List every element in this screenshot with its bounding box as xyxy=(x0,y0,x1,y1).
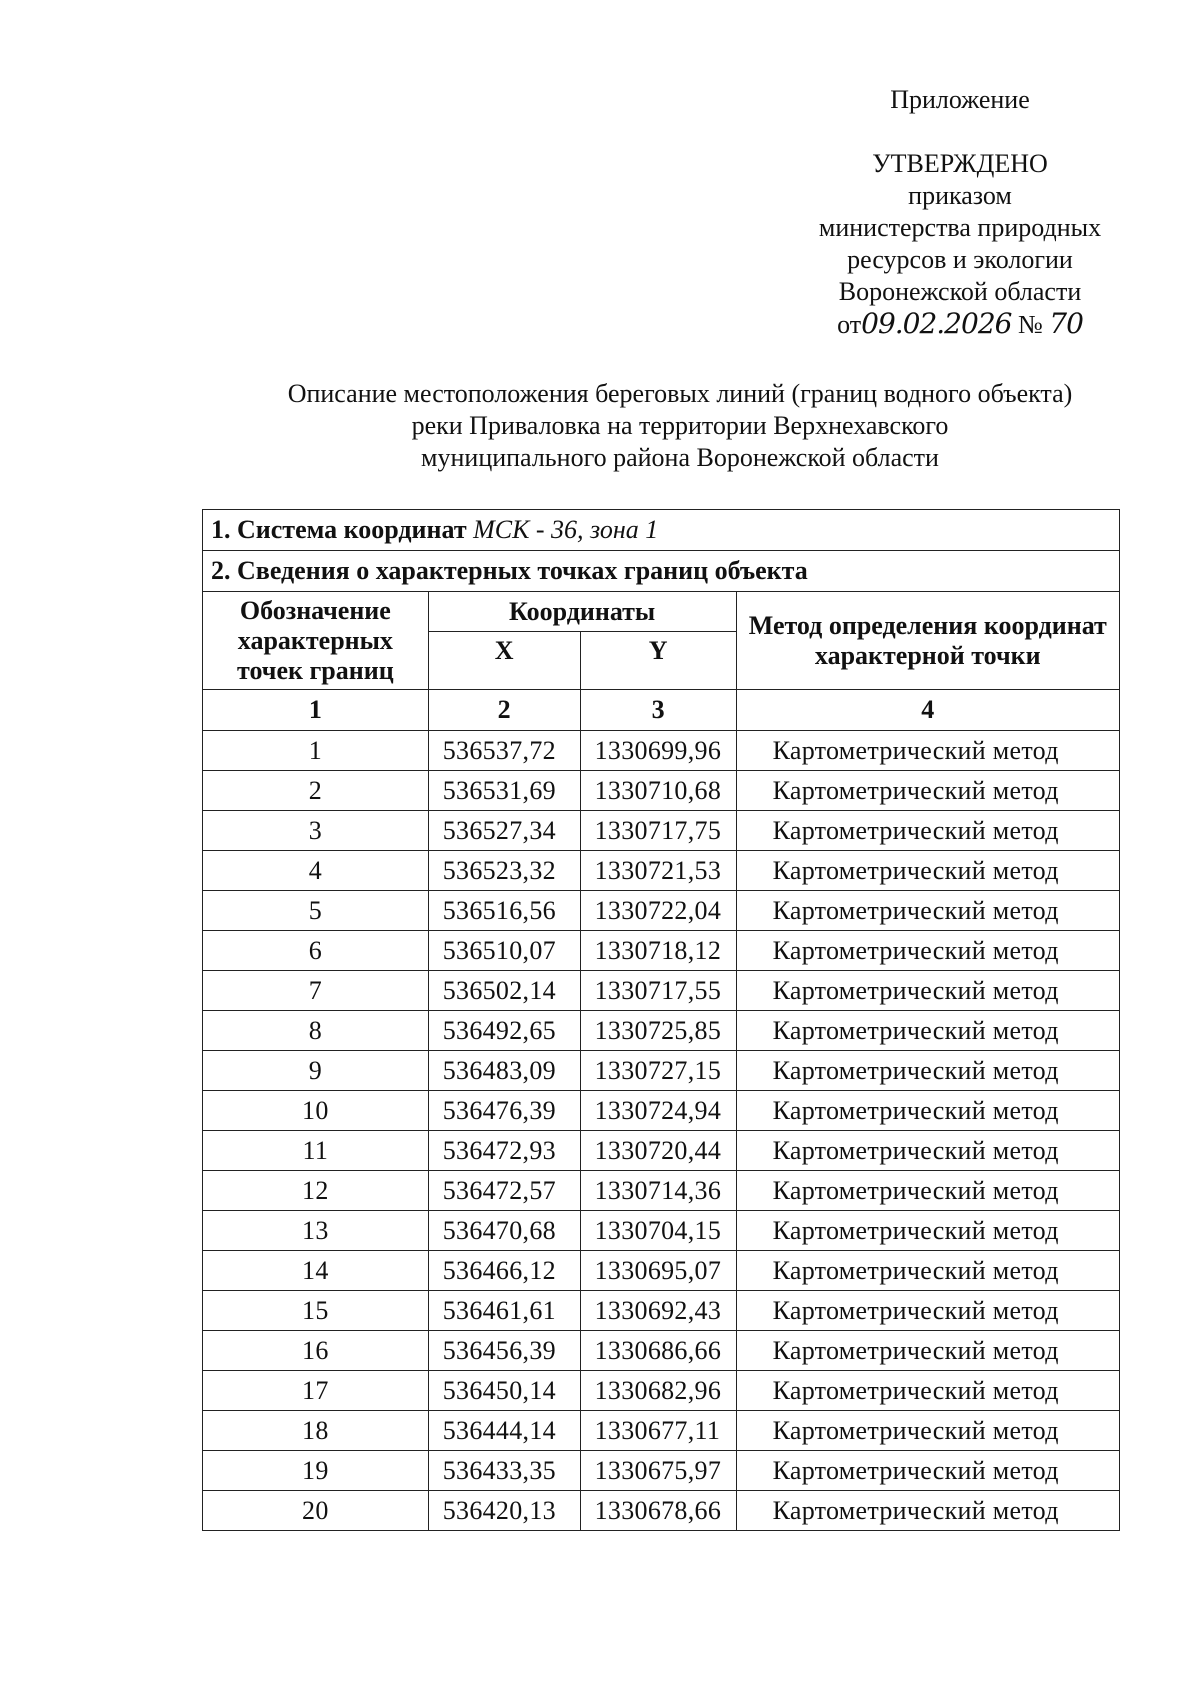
header-row-1 xyxy=(203,592,1120,632)
x-coordinate-cell: 536433,35 xyxy=(428,1451,580,1491)
header-x: X xyxy=(428,632,580,690)
y-coordinate-cell: 1330717,55 xyxy=(580,971,736,1011)
table-row xyxy=(203,1011,1120,1051)
point-cell: 15 xyxy=(203,1291,429,1331)
table-row xyxy=(203,971,1120,1011)
method-cell: Картометрический метод xyxy=(736,1331,1119,1371)
method-cell: Картометрический метод xyxy=(736,731,1119,771)
header-points: Обозначение характерных точек границ xyxy=(203,592,429,690)
y-coordinate-cell: 1330678,66 xyxy=(580,1491,736,1531)
column-number-row xyxy=(203,690,1120,731)
point-cell: 2 xyxy=(203,771,429,811)
table-row xyxy=(203,1491,1120,1531)
table-row xyxy=(203,1051,1120,1091)
method-cell: Картометрический метод xyxy=(736,771,1119,811)
x-coordinate-cell: 536461,61 xyxy=(428,1291,580,1331)
y-coordinate-cell: 1330721,53 xyxy=(580,851,736,891)
table-row xyxy=(203,931,1120,971)
x-coordinate-cell: 536523,32 xyxy=(428,851,580,891)
x-coordinate-cell: 536470,68 xyxy=(428,1211,580,1251)
approval-line-region: Воронежской области xyxy=(838,277,1082,306)
table-row xyxy=(203,731,1120,771)
point-cell: 11 xyxy=(203,1131,429,1171)
y-coordinate-cell: 1330725,85 xyxy=(580,1011,736,1051)
method-cell: Картометрический метод xyxy=(736,1211,1119,1251)
point-cell: 12 xyxy=(203,1171,429,1211)
section-points-info xyxy=(203,551,1120,592)
method-cell: Картометрический метод xyxy=(736,811,1119,851)
y-coordinate-cell: 1330722,04 xyxy=(580,891,736,931)
table-row xyxy=(203,1251,1120,1291)
table-row xyxy=(203,1411,1120,1451)
x-coordinate-cell: 536483,09 xyxy=(428,1051,580,1091)
y-coordinate-cell: 1330710,68 xyxy=(580,771,736,811)
method-cell: Картометрический метод xyxy=(736,1291,1119,1331)
y-coordinate-cell: 1330720,44 xyxy=(580,1131,736,1171)
y-coordinate-cell: 1330695,07 xyxy=(580,1251,736,1291)
point-cell: 1 xyxy=(203,731,429,771)
approval-line-ministry: министерства природных xyxy=(818,213,1102,242)
point-cell: 7 xyxy=(203,971,429,1011)
y-coordinate-cell: 1330717,75 xyxy=(580,811,736,851)
order-date: 09.02.2026 xyxy=(861,307,1012,340)
x-coordinate-cell: 536537,72 xyxy=(428,731,580,771)
document-title xyxy=(200,378,1160,474)
section-coordinate-system xyxy=(203,510,1120,551)
x-coordinate-cell: 536420,13 xyxy=(428,1491,580,1531)
point-cell: 10 xyxy=(203,1091,429,1131)
table-row xyxy=(203,1171,1120,1211)
column-number: 2 xyxy=(428,690,580,731)
table-row xyxy=(203,891,1120,931)
y-coordinate-cell: 1330675,97 xyxy=(580,1451,736,1491)
table-row xyxy=(203,1451,1120,1491)
coordinate-system-cell xyxy=(203,510,1120,551)
y-coordinate-cell: 1330699,96 xyxy=(580,731,736,771)
approval-block xyxy=(760,84,1160,341)
point-cell: 3 xyxy=(203,811,429,851)
point-cell: 19 xyxy=(203,1451,429,1491)
point-cell: 4 xyxy=(203,851,429,891)
table-row xyxy=(203,1371,1120,1411)
y-coordinate-cell: 1330724,94 xyxy=(580,1091,736,1131)
table-row xyxy=(203,851,1120,891)
point-cell: 18 xyxy=(203,1411,429,1451)
method-cell: Картометрический метод xyxy=(736,931,1119,971)
x-coordinate-cell: 536444,14 xyxy=(428,1411,580,1451)
point-cell: 5 xyxy=(203,891,429,931)
table-row xyxy=(203,1291,1120,1331)
y-coordinate-cell: 1330704,15 xyxy=(580,1211,736,1251)
coordinates-table xyxy=(202,509,1120,1531)
method-cell: Картометрический метод xyxy=(736,1451,1119,1491)
point-cell: 16 xyxy=(203,1331,429,1371)
title-line-1: Описание местоположения береговых линий (границ водного объекта) xyxy=(287,379,1073,408)
order-date-number xyxy=(760,308,1160,341)
y-coordinate-cell: 1330677,11 xyxy=(580,1411,736,1451)
point-cell: 20 xyxy=(203,1491,429,1531)
table-row xyxy=(203,1211,1120,1251)
point-cell: 9 xyxy=(203,1051,429,1091)
approval-line-resources: ресурсов и экологии xyxy=(847,245,1073,274)
point-cell: 13 xyxy=(203,1211,429,1251)
x-coordinate-cell: 536476,39 xyxy=(428,1091,580,1131)
number-prefix: № xyxy=(1017,310,1043,339)
method-cell: Картометрический метод xyxy=(736,1411,1119,1451)
x-coordinate-cell: 536527,34 xyxy=(428,811,580,851)
method-cell: Картометрический метод xyxy=(736,891,1119,931)
x-coordinate-cell: 536510,07 xyxy=(428,931,580,971)
appendix-label: Приложение xyxy=(890,85,1030,114)
y-coordinate-cell: 1330718,12 xyxy=(580,931,736,971)
x-coordinate-cell: 536492,65 xyxy=(428,1011,580,1051)
table-row xyxy=(203,1331,1120,1371)
table-row xyxy=(203,1131,1120,1171)
method-cell: Картометрический метод xyxy=(736,971,1119,1011)
x-coordinate-cell: 536456,39 xyxy=(428,1331,580,1371)
coordinate-system-label: 1. Система координат xyxy=(211,515,467,544)
approved-stamp: УТВЕРЖДЕНО xyxy=(872,149,1048,178)
x-coordinate-cell: 536466,12 xyxy=(428,1251,580,1291)
x-coordinate-cell: 536472,93 xyxy=(428,1131,580,1171)
points-info-cell: 2. Сведения о характерных точках границ объекта xyxy=(203,551,1120,592)
column-number: 4 xyxy=(736,690,1119,731)
method-cell: Картометрический метод xyxy=(736,1171,1119,1211)
method-cell: Картометрический метод xyxy=(736,1371,1119,1411)
from-prefix: от xyxy=(837,310,862,339)
coordinate-system-value: МСК - 36, зона 1 xyxy=(473,515,659,544)
method-cell: Картометрический метод xyxy=(736,851,1119,891)
order-number: 70 xyxy=(1049,307,1083,340)
method-cell: Картометрический метод xyxy=(736,1011,1119,1051)
method-cell: Картометрический метод xyxy=(736,1051,1119,1091)
y-coordinate-cell: 1330682,96 xyxy=(580,1371,736,1411)
y-coordinate-cell: 1330692,43 xyxy=(580,1291,736,1331)
table-row xyxy=(203,771,1120,811)
header-coordinates: Координаты xyxy=(428,592,736,632)
approval-line-order: приказом xyxy=(908,181,1012,210)
y-coordinate-cell: 1330727,15 xyxy=(580,1051,736,1091)
method-cell: Картометрический метод xyxy=(736,1251,1119,1291)
table-row xyxy=(203,811,1120,851)
header-method: Метод определения координат характерной точки xyxy=(736,592,1119,690)
x-coordinate-cell: 536516,56 xyxy=(428,891,580,931)
column-number: 3 xyxy=(580,690,736,731)
title-line-3: муниципального района Воронежской области xyxy=(421,443,939,472)
x-coordinate-cell: 536502,14 xyxy=(428,971,580,1011)
column-number: 1 xyxy=(203,690,429,731)
point-cell: 8 xyxy=(203,1011,429,1051)
point-cell: 17 xyxy=(203,1371,429,1411)
x-coordinate-cell: 536472,57 xyxy=(428,1171,580,1211)
method-cell: Картометрический метод xyxy=(736,1131,1119,1171)
x-coordinate-cell: 536531,69 xyxy=(428,771,580,811)
spacer xyxy=(760,116,1160,148)
point-cell: 14 xyxy=(203,1251,429,1291)
y-coordinate-cell: 1330714,36 xyxy=(580,1171,736,1211)
y-coordinate-cell: 1330686,66 xyxy=(580,1331,736,1371)
x-coordinate-cell: 536450,14 xyxy=(428,1371,580,1411)
method-cell: Картометрический метод xyxy=(736,1091,1119,1131)
table-row xyxy=(203,1091,1120,1131)
point-cell: 6 xyxy=(203,931,429,971)
title-line-2: реки Приваловка на территории Верхнехавского xyxy=(411,411,949,440)
header-y: Y xyxy=(580,632,736,690)
method-cell: Картометрический метод xyxy=(736,1491,1119,1531)
